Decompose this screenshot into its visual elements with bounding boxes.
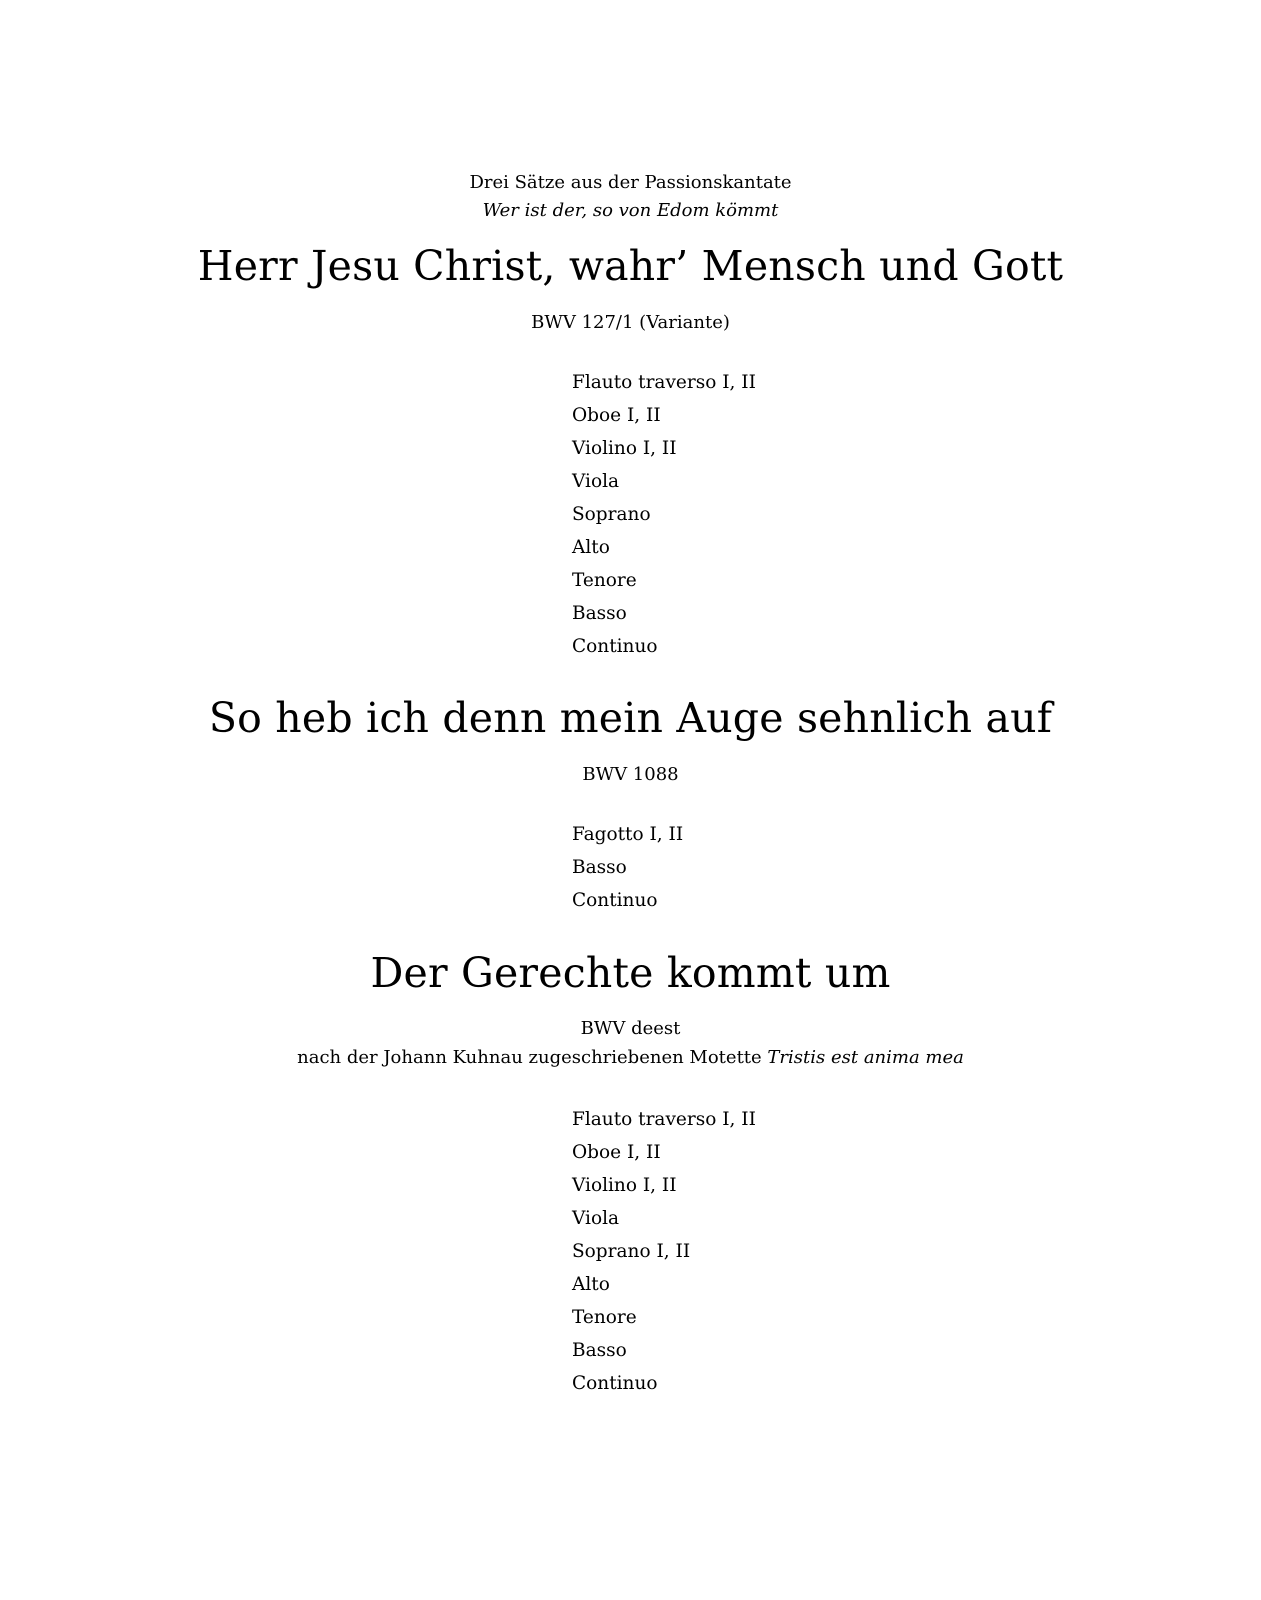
instrument-item: Tenore — [572, 570, 637, 591]
cantata-title: Wer ist der, so von Edom kömmt — [482, 200, 779, 221]
instrument-item: Viola — [572, 471, 620, 492]
section-2-title: So heb ich denn mein Auge sehnlich auf — [208, 694, 1053, 742]
section-2-instrument-list — [572, 822, 683, 921]
instrument-item: Oboe I, II — [572, 1142, 661, 1163]
instrument-item: Fagotto I, II — [572, 824, 684, 845]
instrument-item: Alto — [572, 1274, 610, 1295]
instrument-item: Alto — [572, 537, 610, 558]
section-3-catalog: BWV deest — [580, 1018, 681, 1039]
instrument-item: Violino I, II — [572, 438, 677, 459]
motet-title: Tristis est anima mea — [767, 1047, 964, 1068]
instrument-item: Flauto traverso I, II — [572, 1109, 756, 1130]
instrument-item: Viola — [572, 1208, 620, 1229]
instrument-item: Continuo — [572, 636, 658, 657]
instrument-item: Basso — [572, 603, 627, 624]
instrument-item: Basso — [572, 1340, 627, 1361]
section-3-instrument-list — [572, 1107, 756, 1404]
instrument-item: Soprano — [572, 504, 651, 525]
instrument-item: Continuo — [572, 1373, 658, 1394]
section-3-title: Der Gerechte kommt um — [370, 949, 891, 997]
instrument-item: Flauto traverso I, II — [572, 372, 756, 393]
section-1-title: Herr Jesu Christ, wahr’ Mensch und Gott — [197, 242, 1064, 290]
instrument-item: Continuo — [572, 890, 658, 911]
section-3-source-note — [0, 1045, 1261, 1071]
cantata-intro: Drei Sätze aus der Passionskantate — [469, 172, 792, 193]
instrument-item: Basso — [572, 857, 627, 878]
section-2-catalog: BWV 1088 — [582, 764, 679, 785]
source-note-text: nach der Johann Kuhnau zugeschriebenen Motette — [297, 1047, 768, 1068]
instrument-item: Oboe I, II — [572, 405, 661, 426]
instrument-item: Soprano I, II — [572, 1241, 691, 1262]
section-1-instrument-list — [572, 370, 756, 667]
instrument-item: Tenore — [572, 1307, 637, 1328]
section-1-catalog: BWV 127/1 (Variante) — [531, 312, 730, 333]
instrument-item: Violino I, II — [572, 1175, 677, 1196]
